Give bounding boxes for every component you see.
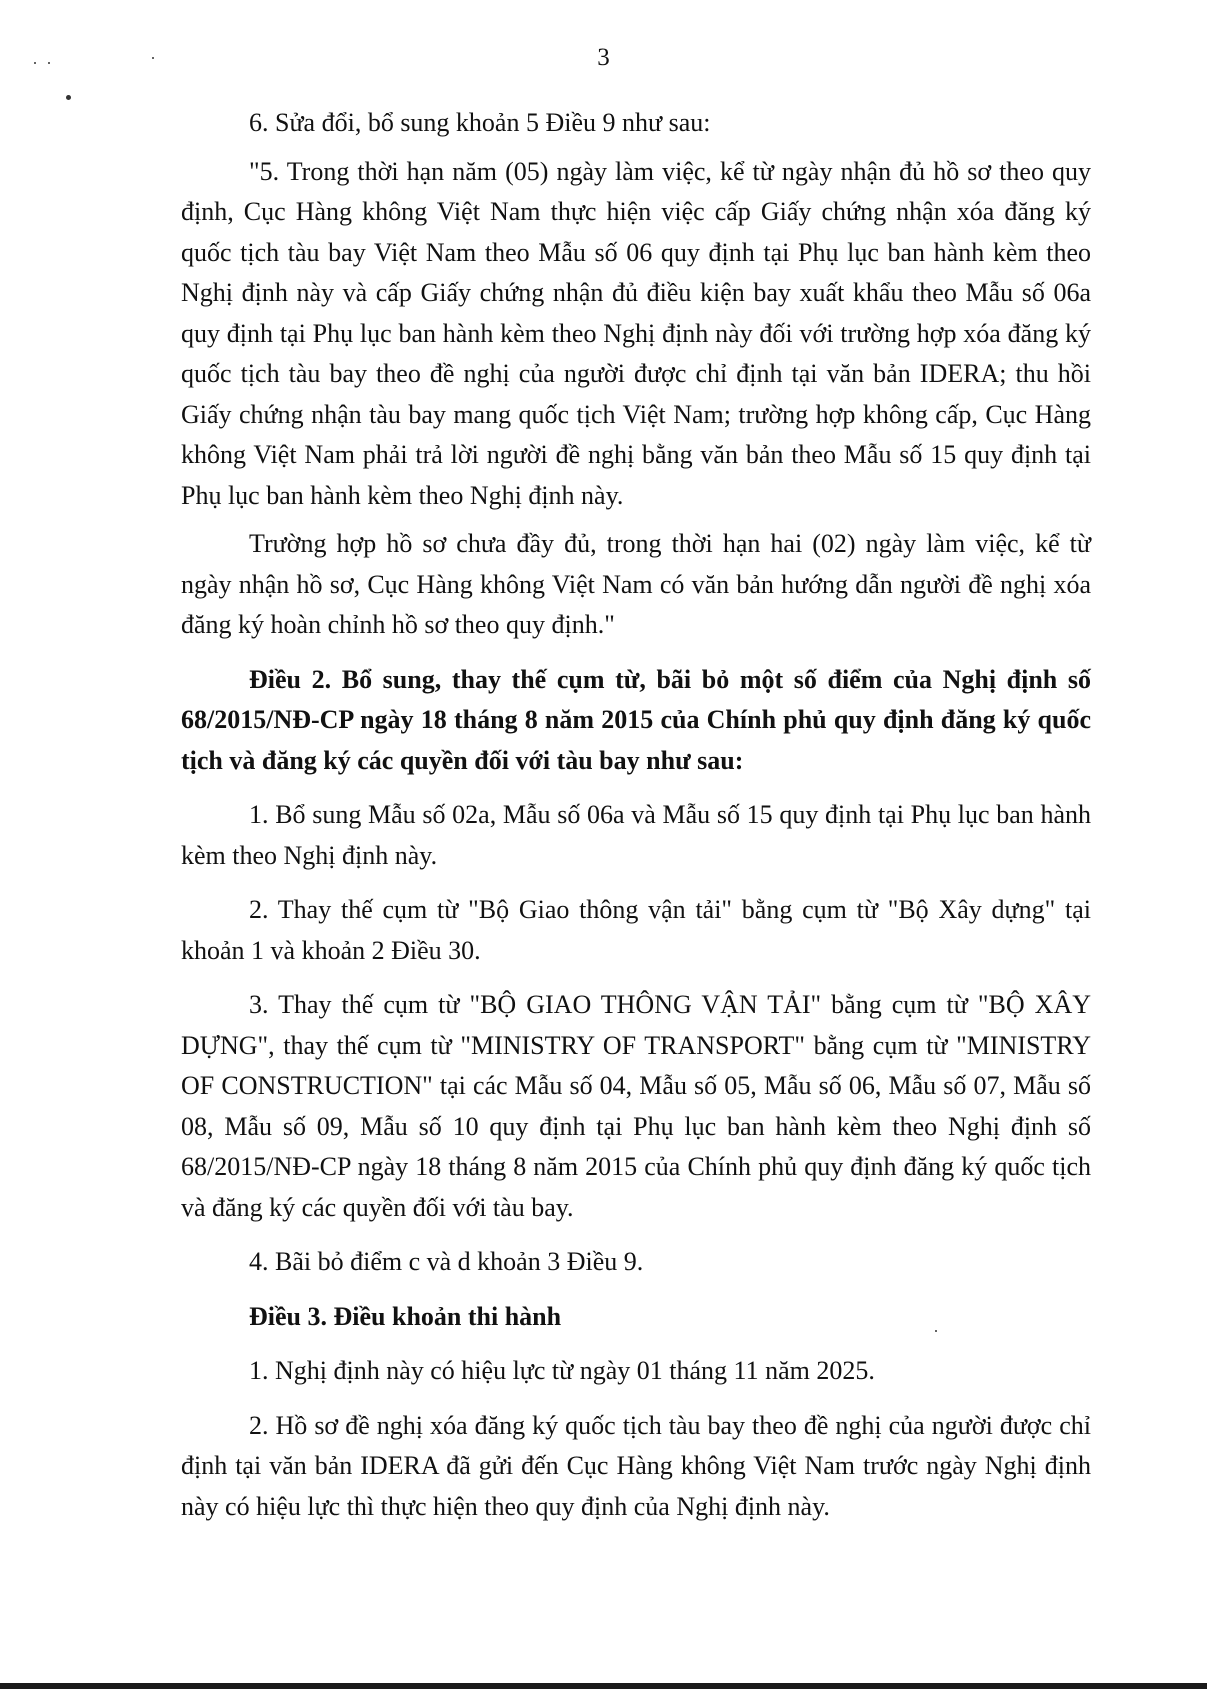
article-3-item-1: 1. Nghị định này có hiệu lực từ ngày 01 tháng 11 năm 2025. bbox=[249, 1356, 875, 1385]
page-number: 3 bbox=[597, 44, 610, 71]
quoted-clause-5: "5. Trong thời hạn năm (05) ngày làm việc, kể từ ngày nhận đủ hồ sơ theo quy định, Cục Hàng không Việt Nam thực hiện việc cấp Giấy chứng nhận xóa đăng ký quốc tịch tàu bay Việt Nam theo Mẫu số 06 quy định tại Phụ lục ban hành kèm theo Nghị định này và cấp Giấy chứng nhận đủ điều kiện bay xuất khẩu theo Mẫu số 06a quy định tại Phụ lục ban hành kèm theo Nghị định này đối với trường hợp xóa đăng ký quốc tịch tàu bay theo đề nghị của người được chỉ định tại văn bản IDERA; thu hồi Giấy chứng nhận tàu bay mang quốc tịch Việt Nam; trường hợp không cấp, Cục Hàng không Việt Nam phải trả lời người đề nghị bằng văn bản theo Mẫu số 15 quy định tại Phụ lục ban hành kèm theo Nghị định này. bbox=[181, 156, 1091, 510]
amendment-item-6: 6. Sửa đổi, bổ sung khoản 5 Điều 9 như sau: bbox=[249, 108, 711, 137]
article-2-item-1: 1. Bổ sung Mẫu số 02a, Mẫu số 06a và Mẫu số 15 quy định tại Phụ lục ban hành kèm theo Nghị định này. bbox=[181, 800, 1091, 870]
scan-speck bbox=[66, 95, 71, 100]
scan-speck bbox=[34, 62, 36, 64]
article-2-item-4: 4. Bãi bỏ điểm c và d khoản 3 Điều 9. bbox=[249, 1247, 644, 1276]
article-2-item-3: 3. Thay thế cụm từ "BỘ GIAO THÔNG VẬN TẢI" bằng cụm từ "BỘ XÂY DỰNG", thay thế cụm từ "MINISTRY OF TRANSPORT" bằng cụm từ "MINISTRY OF CONSTRUCTION" tại các Mẫu số 04, Mẫu số 05, Mẫu số 06, Mẫu số 07, Mẫu số 08, Mẫu số 09, Mẫu số 10 quy định tại Phụ lục ban hành kèm theo Nghị định số 68/2015/NĐ-CP ngày 18 tháng 8 năm 2015 của Chính phủ quy định đăng ký quốc tịch và đăng ký các quyền đối với tàu bay. bbox=[181, 990, 1091, 1222]
article-2-item-2: 2. Thay thế cụm từ "Bộ Giao thông vận tải" bằng cụm từ "Bộ Xây dựng" tại khoản 1 và khoản 2 Điều 30. bbox=[181, 895, 1091, 965]
scan-speck bbox=[48, 62, 50, 64]
article-2-heading: Điều 2. Bổ sung, thay thế cụm từ, bãi bỏ một số điểm của Nghị định số 68/2015/NĐ-CP ngày 18 tháng 8 năm 2015 của Chính phủ quy định đăng ký quốc tịch và đăng ký các quyền đối với tàu bay như sau: bbox=[181, 664, 1091, 775]
scan-speck bbox=[152, 57, 154, 59]
scan-bottom-edge bbox=[0, 1683, 1207, 1689]
document-body bbox=[181, 103, 1091, 1527]
article-3-heading: Điều 3. Điều khoản thi hành bbox=[249, 1301, 562, 1331]
article-3-item-2: 2. Hồ sơ đề nghị xóa đăng ký quốc tịch tàu bay theo đề nghị của người được chỉ định tại văn bản IDERA đã gửi đến Cục Hàng không Việt Nam trước ngày Nghị định này có hiệu lực thì thực hiện theo quy định của Nghị định này. bbox=[181, 1410, 1091, 1521]
incomplete-dossier-clause: Trường hợp hồ sơ chưa đầy đủ, trong thời hạn hai (02) ngày làm việc, kể từ ngày nhận hồ sơ, Cục Hàng không Việt Nam có văn bản hướng dẫn người đề nghị xóa đăng ký hoàn chỉnh hồ sơ theo quy định." bbox=[181, 529, 1091, 639]
